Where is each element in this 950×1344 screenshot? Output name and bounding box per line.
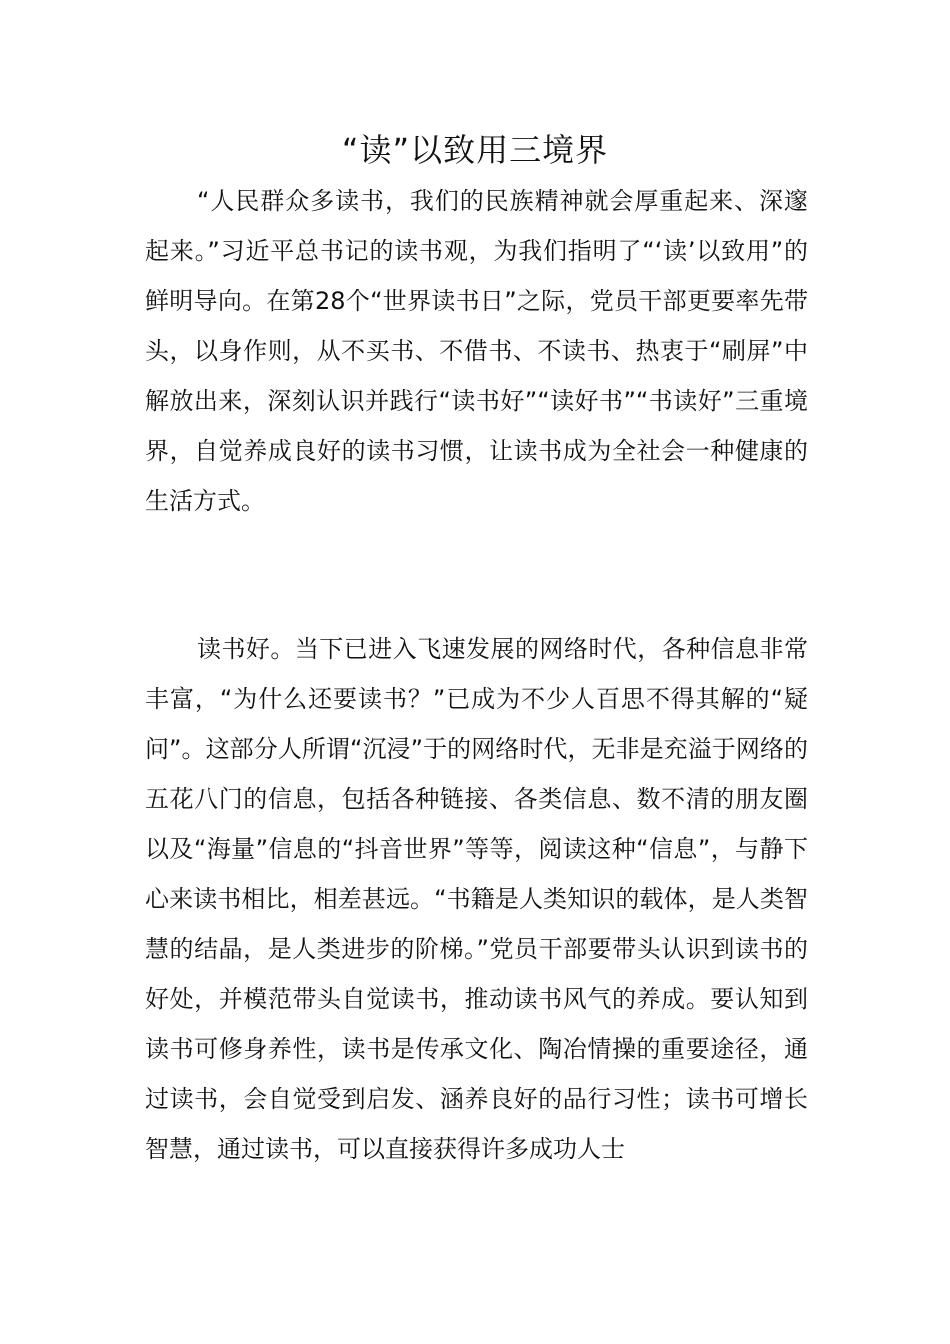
document-title: “读”以致用三境界 bbox=[341, 131, 609, 169]
paragraph-intro: “人民群众多读书，我们的民族精神就会厚重起来、深邃起来。”习近平总书记的读书观，为我们指明了“‘读’以致用”的鲜明导向。在第28个“世界读书日”之际，党员干部更要率先带头，以身作则，从不买书、不借书、不读书、热衷于“刷屏”中解放出来，深刻认识并践行“读书好”“读好书”“书读好”三重境界，自觉养成良好的读书习惯，让读书成为全社会一种健康的生活方式。 bbox=[145, 187, 808, 515]
paragraph-reading-good: 读书好。当下已进入飞速发展的网络时代，各种信息非常丰富，“为什么还要读书？”已成为不少人百思不得其解的“疑问”。这部分人所谓“沉浸”于的网络时代，无非是充溢于网络的五花八门的信息，包括各种链接、各类信息、数不清的朋友圈以及“海量”信息的“抖音世界”等等，阅读这种“信息”，与静下心来读书相比，相差甚远。“书籍是人类知识的载体，是人类智慧的结晶，是人类进步的阶梯。”党员干部要带头认识到读书的好处，并模范带头自觉读书，推动读书风气的养成。要认知到读书可修身养性，读书是传承文化、陶冶情操的重要途径，通过读书，会自觉受到启发、涵养良好的品行习性；读书可增长智慧，通过读书，可以直接获得许多成功人士 bbox=[145, 635, 808, 1163]
